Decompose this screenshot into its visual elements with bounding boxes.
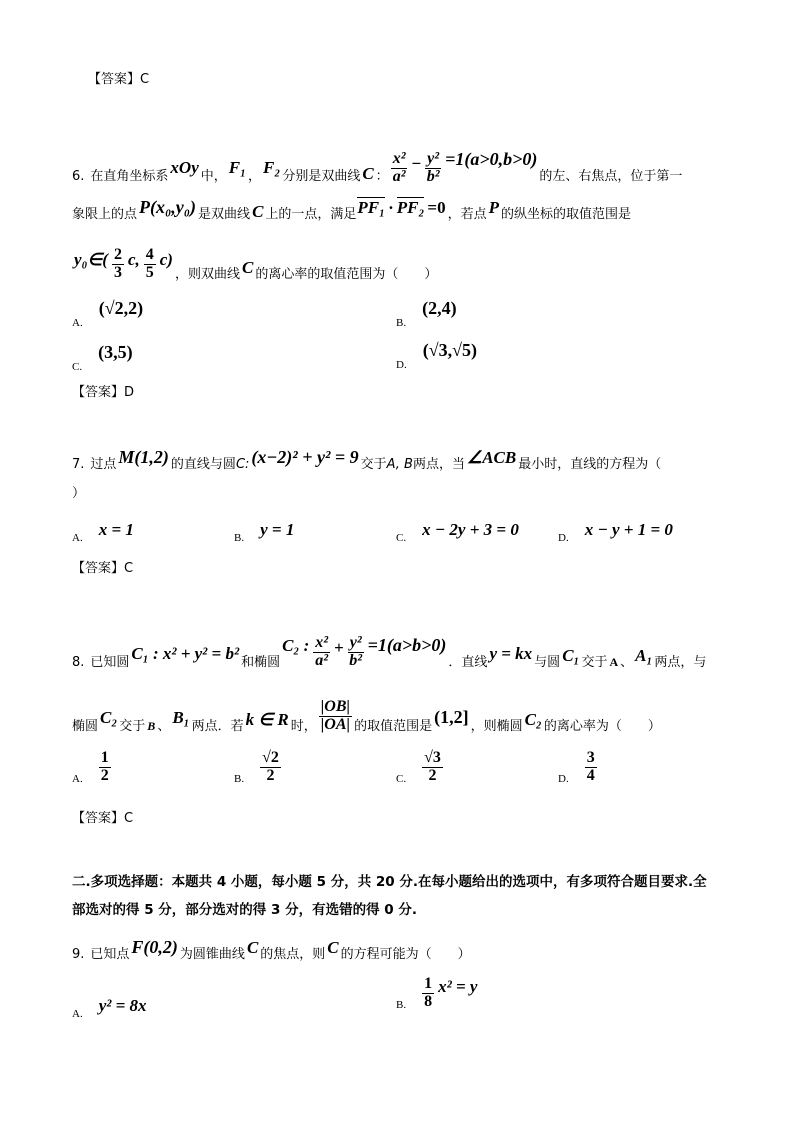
q6-text: ：	[375, 169, 389, 184]
q6-text: 的左、右焦点，位于第一	[539, 169, 683, 184]
q6-math: xOy	[170, 158, 199, 177]
q7-answer: 【答案】C	[72, 561, 134, 576]
q6-math: =0	[427, 198, 446, 217]
q8-text: 、	[157, 719, 171, 734]
q7-number: 7.	[72, 457, 85, 472]
q7-option-d	[558, 520, 675, 544]
q6-text: ，	[248, 169, 262, 184]
option-label: A.	[72, 772, 83, 785]
q9-option-b	[396, 976, 479, 1011]
option-value: y = 1	[260, 520, 295, 539]
option-fraction	[260, 750, 281, 785]
q6-fraction	[144, 247, 156, 282]
q8-option-c	[396, 750, 445, 785]
q7-option-a	[72, 520, 136, 544]
option-value: x − 2y + 3 = 0	[422, 520, 519, 539]
q6-text: 分别是双曲线	[282, 169, 361, 184]
q6-math: c,	[127, 250, 140, 269]
q6-math: =1(a>0,b>0)	[445, 149, 538, 169]
option-label: B.	[396, 998, 407, 1011]
q9-text: 的方程可能为（ ）	[340, 947, 471, 962]
denominator: 2	[428, 766, 437, 784]
q7-text: A, B	[386, 457, 413, 472]
numerator: √2	[262, 749, 279, 766]
option-label: C.	[72, 361, 83, 373]
q8-math: C₂ :	[282, 636, 310, 655]
q6-math: P(x₀,y₀)	[139, 197, 197, 217]
q8-math: +	[334, 638, 344, 657]
numerator: x²	[392, 150, 406, 168]
option-fraction	[422, 976, 434, 1011]
option-label: A.	[72, 1008, 83, 1020]
q8-math: C₂	[100, 708, 118, 727]
denominator: 3	[113, 264, 122, 282]
q7-text: C:	[235, 457, 250, 472]
q6-math: P	[488, 198, 499, 217]
q6-math: F₂	[263, 158, 281, 177]
option-label: C.	[396, 772, 407, 785]
q6-fraction	[391, 151, 408, 186]
q6-text: ，则双曲线	[174, 267, 240, 282]
option-fraction	[585, 750, 597, 785]
numerator: |OB|	[320, 698, 351, 716]
denominator: |OA|	[320, 716, 351, 734]
q8-text: 两点．若	[191, 719, 244, 734]
q6-answer: 【答案】D	[72, 385, 135, 400]
q9-text: 为圆锥曲线	[179, 947, 245, 962]
option-label: D.	[558, 772, 569, 785]
q6-math: C	[252, 202, 264, 221]
q9-option-a	[72, 996, 149, 1020]
q6-text: 中，	[200, 169, 227, 184]
numerator: x²	[315, 634, 329, 652]
q6-text: 的纵坐标的取值范围是	[501, 207, 632, 222]
q8-math: B	[147, 719, 156, 733]
q8-text: 时，	[290, 719, 317, 734]
q8-text: 和椭圆	[241, 655, 281, 670]
q6-text: 是双曲线	[198, 207, 251, 222]
q7-text: ）	[72, 486, 86, 501]
q8-option-b	[234, 750, 283, 785]
q8-text: 交于	[119, 719, 146, 734]
q7-option-b	[234, 520, 296, 544]
numerator: y²	[427, 150, 440, 168]
q8-text: 与圆	[534, 655, 561, 670]
q6-math: C	[241, 258, 254, 277]
section-heading-line2: 部选对的得 5 分，部分选对的得 3 分，有选错的得 0 分.	[72, 902, 418, 918]
option-label: B.	[396, 317, 407, 329]
q7-math: M(1,2)	[118, 447, 169, 467]
q6-vector: PF₁	[357, 198, 386, 217]
q6-text: 的离心率的取值范围为（ ）	[255, 267, 438, 282]
denominator: a²	[315, 652, 329, 670]
option-value: x² = y	[438, 976, 478, 996]
q8-text: 、	[620, 655, 634, 670]
numerator: 1	[100, 749, 109, 766]
q6-text: 上的一点，满足	[265, 207, 357, 222]
q9-math: C	[327, 938, 339, 957]
option-value: (√2,2)	[98, 298, 144, 318]
q7-option-c	[396, 520, 521, 544]
q7-math: (x−2)² + y² = 9	[251, 447, 359, 467]
denominator: 2	[100, 766, 109, 784]
q8-fraction	[348, 635, 364, 670]
q6-math: c)	[159, 250, 173, 269]
numerator: 4	[145, 246, 154, 264]
previous-answer: 【答案】C	[88, 72, 150, 87]
q8-text: 的离心率为（ ）	[543, 719, 661, 734]
q8-text: 椭圆	[72, 719, 99, 734]
q9-number: 9.	[72, 947, 85, 962]
option-fraction	[99, 750, 111, 785]
q8-answer: 【答案】C	[72, 811, 134, 826]
option-label: A.	[72, 532, 83, 544]
q8-math: A	[609, 655, 619, 669]
option-label: C.	[396, 532, 407, 544]
denominator: b²	[426, 168, 440, 186]
q6-option-b	[396, 298, 459, 329]
option-label: B.	[234, 772, 245, 785]
q6-math: C	[362, 164, 374, 183]
q8-math: C₂	[524, 710, 542, 729]
option-label: B.	[234, 532, 245, 544]
q6-number: 6.	[72, 169, 85, 184]
q8-option-a	[72, 750, 113, 785]
q6-text: ，若点	[447, 207, 487, 222]
option-value: (2,4)	[422, 298, 457, 318]
section-heading-line1: 二.多项选择题：本题共 4 小题，每小题 5 分，共 20 分.在每小题给出的选项中，有多项符合题目要求.全	[72, 874, 707, 890]
q6-option-a	[72, 298, 145, 329]
q6-fraction	[425, 151, 441, 186]
q9-math: F(0,2)	[131, 937, 178, 957]
q8-math: =1(a>b>0)	[367, 635, 447, 655]
option-value: (√3,√5)	[422, 340, 477, 360]
q8-fraction	[313, 635, 330, 670]
option-value: y² = 8x	[98, 996, 147, 1015]
q7-text: 两点，当	[412, 457, 465, 472]
q7-text: 交于	[360, 457, 387, 472]
q9-text: 的焦点，则	[260, 947, 326, 962]
q8-ratio-fraction	[319, 699, 352, 734]
q6-option-d	[396, 340, 479, 371]
q6-text: 在直角坐标系	[90, 169, 169, 184]
numerator: 3	[586, 749, 595, 766]
q6-vector: PF₂	[396, 198, 425, 217]
denominator: 2	[266, 766, 275, 784]
q7-text: 最小时，直线的方程为（	[518, 457, 662, 472]
q7-math: ∠ACB	[466, 448, 517, 467]
option-value: (3,5)	[98, 342, 133, 362]
q6-fraction	[112, 247, 124, 282]
option-label: D.	[396, 359, 407, 371]
q8-math: C₁	[562, 646, 580, 665]
q8-math: (1,2]	[434, 707, 469, 727]
denominator: a²	[392, 168, 406, 186]
q6-math: F₁	[228, 158, 247, 177]
q8-text: ．直线	[448, 655, 488, 670]
denominator: 8	[424, 992, 433, 1010]
q8-math: B₁	[172, 708, 190, 727]
q8-text: 已知圆	[90, 655, 130, 670]
denominator: 5	[145, 264, 154, 282]
q6-math: ·	[388, 198, 394, 217]
denominator: b²	[349, 652, 363, 670]
q6-text: 象限上的点	[72, 207, 138, 222]
numerator: 2	[113, 246, 122, 264]
q8-text: 交于	[581, 655, 608, 670]
option-label: A.	[72, 317, 83, 329]
q9-text: 已知点	[90, 947, 130, 962]
q8-number: 8.	[72, 655, 85, 670]
numerator: 1	[424, 975, 433, 992]
option-value: x = 1	[98, 520, 134, 539]
q8-option-d	[558, 750, 599, 785]
numerator: √3	[424, 749, 441, 766]
option-label: D.	[558, 532, 569, 544]
q8-math: y = kx	[489, 644, 533, 663]
option-fraction	[422, 750, 443, 785]
q6-math: −	[411, 154, 422, 173]
q7-text: 的直线与圆	[170, 457, 236, 472]
q8-text: 的取值范围是	[354, 719, 433, 734]
q8-math: k ∈ R	[245, 710, 289, 729]
q8-text: ，则椭圆	[470, 719, 523, 734]
q9-math: C	[246, 938, 259, 957]
numerator: y²	[349, 634, 362, 652]
option-value: x − y + 1 = 0	[584, 520, 673, 539]
q6-option-c	[72, 342, 135, 373]
q8-text: 两点，与	[654, 655, 707, 670]
q8-math: A₁	[635, 646, 653, 665]
q6-math: y₀∈(	[74, 250, 108, 269]
q7-text: 过点	[90, 457, 117, 472]
q8-math: C₁ : x² + y² = b²	[131, 644, 240, 663]
denominator: 4	[586, 766, 595, 784]
